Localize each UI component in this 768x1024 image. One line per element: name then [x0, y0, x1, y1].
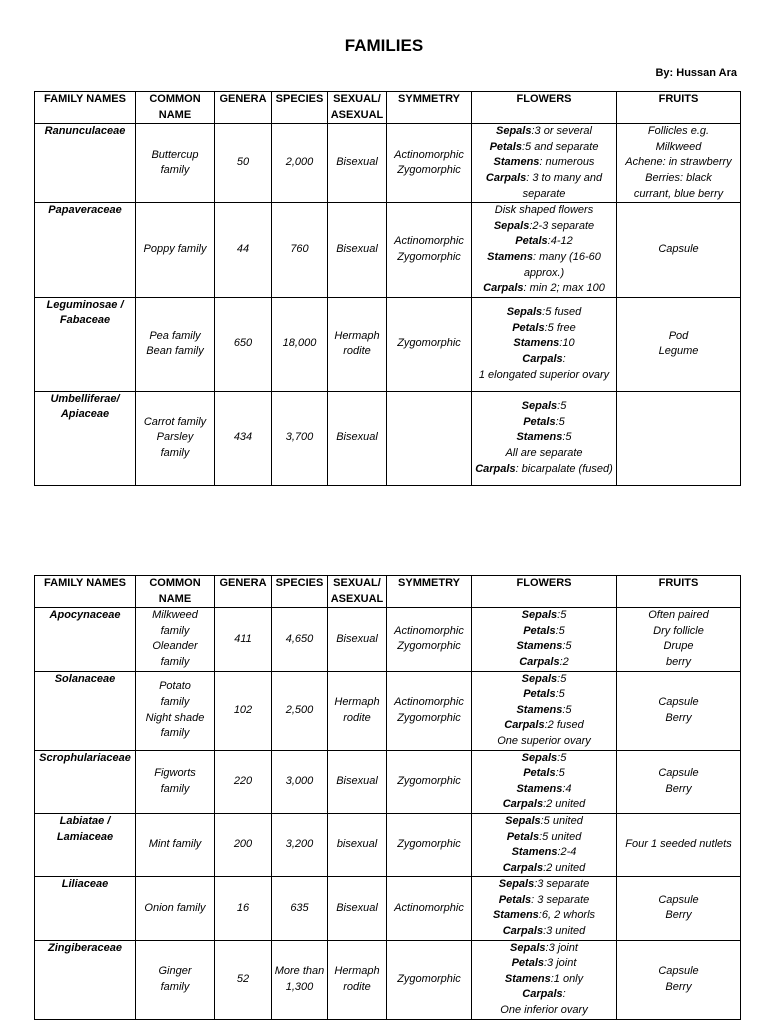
- common-name: Potato family Night shade family: [136, 671, 215, 750]
- species-count: 760: [272, 203, 328, 298]
- page-title: FAMILIES: [344, 36, 424, 55]
- species-count: 635: [272, 877, 328, 940]
- fruits-cell: Capsule Berry: [617, 750, 741, 813]
- flower-part-label: Petals: [523, 767, 556, 780]
- fruits-cell: Capsule: [617, 203, 741, 298]
- flower-part-label: Stamens: [516, 782, 563, 795]
- flower-part-label: Sepals: [510, 941, 546, 954]
- family-name: Umbelliferae/ Apiaceae: [35, 391, 136, 485]
- symmetry-cell: Zygomorphic: [387, 297, 472, 391]
- flowers-cell: Sepals:3 joint Petals:3 joint Stamens:1 only Carpals: One inferior ovary: [472, 940, 617, 1019]
- flower-part-label: Sepals: [521, 751, 558, 764]
- table-row: [35, 940, 741, 1019]
- genera-count: 220: [215, 750, 272, 813]
- fruits-cell: Often paired Dry follicle Drupe berry: [617, 608, 741, 671]
- species-count: 4,650: [272, 608, 328, 671]
- common-name: Buttercup family: [136, 124, 215, 203]
- family-name: Zingiberaceae: [35, 940, 136, 1019]
- sexual-cell: Hermaph rodite: [328, 671, 387, 750]
- common-name: Onion family: [136, 877, 215, 940]
- genera-count: 50: [215, 124, 272, 203]
- common-name: Ginger family: [136, 940, 215, 1019]
- symmetry-cell: Actinomorphic Zygomorphic: [387, 203, 472, 298]
- sexual-cell: Bisexual: [328, 877, 387, 940]
- flowers-cell: Sepals:5 Petals:5 Stamens:5 Carpals:2: [472, 608, 617, 671]
- column-header: FRUITS: [617, 92, 741, 124]
- symmetry-cell: Zygomorphic: [387, 940, 472, 1019]
- flower-part-label: Petals: [506, 830, 540, 843]
- flowers-cell: Sepals:5 Petals:5 Stamens:5 Carpals:2 fused One superior ovary: [472, 671, 617, 750]
- table-row: [35, 877, 741, 940]
- genera-count: 434: [215, 391, 272, 485]
- flower-part-label: Stamens: [492, 909, 539, 922]
- column-header: COMMON NAME: [136, 92, 215, 124]
- fruits-cell: Four 1 seeded nutlets: [617, 813, 741, 876]
- symmetry-cell: Zygomorphic: [387, 813, 472, 876]
- flowers-cell: Disk shaped flowers Sepals:2-3 separate Petals:4-12 Stamens: many (16-60 approx.) Carpals: min 2; max 100: [472, 203, 617, 298]
- species-count: 3,000: [272, 750, 328, 813]
- table-row: [35, 391, 741, 485]
- genera-count: 52: [215, 940, 272, 1019]
- genera-count: 650: [215, 297, 272, 391]
- column-header: SPECIES: [272, 92, 328, 124]
- sexual-cell: Hermaph rodite: [328, 940, 387, 1019]
- common-name: Figworts family: [136, 750, 215, 813]
- common-name: Carrot family Parsley family: [136, 391, 215, 485]
- column-header: SYMMETRY: [387, 576, 472, 608]
- family-name: Scrophulariaceae: [35, 750, 136, 813]
- fruits-cell: Follicles e.g. Milkweed Achene: in strawberry Berries: black currant, blue berry: [617, 124, 741, 203]
- sexual-cell: Bisexual: [328, 391, 387, 485]
- sexual-cell: Bisexual: [328, 750, 387, 813]
- flower-part-label: Petals: [523, 624, 556, 637]
- flower-part-label: Petals: [489, 140, 522, 153]
- column-header: SPECIES: [272, 576, 328, 608]
- column-header: FLOWERS: [472, 92, 617, 124]
- flower-part-label: Sepals: [521, 400, 558, 413]
- sexual-cell: Bisexual: [328, 608, 387, 671]
- families-table-2: [34, 575, 741, 1020]
- family-name: Solanaceae: [35, 671, 136, 750]
- table-row: [35, 671, 741, 750]
- common-name: Pea family Bean family: [136, 297, 215, 391]
- family-name: Ranunculaceae: [35, 124, 136, 203]
- column-header: GENERA: [215, 92, 272, 124]
- flower-part-label: Carpals: [502, 861, 544, 874]
- fruits-cell: Capsule Berry: [617, 671, 741, 750]
- family-name: Leguminosae / Fabaceae: [35, 297, 136, 391]
- flower-part-label: Carpals: [502, 798, 544, 811]
- flower-part-label: Carpals: [522, 353, 563, 366]
- species-count: 2,000: [272, 124, 328, 203]
- flower-part-label: Stamens: [516, 703, 563, 716]
- family-name: Labiatae / Lamiaceae: [35, 813, 136, 876]
- flower-part-label: Stamens: [511, 846, 558, 859]
- species-count: 18,000: [272, 297, 328, 391]
- species-count: 3,700: [272, 391, 328, 485]
- symmetry-cell: Actinomorphic Zygomorphic: [387, 608, 472, 671]
- flowers-cell: Sepals:3 or several Petals:5 and separate Stamens: numerous Carpals: 3 to many and separate: [472, 124, 617, 203]
- species-count: 2,500: [272, 671, 328, 750]
- symmetry-cell: Zygomorphic: [387, 750, 472, 813]
- flower-part-label: Sepals: [521, 609, 558, 622]
- flower-part-label: Stamens: [487, 250, 533, 263]
- flower-part-label: Carpals: [475, 462, 516, 475]
- flower-part-label: Petals: [515, 235, 548, 248]
- column-header: FAMILY NAMES: [35, 576, 136, 608]
- sexual-cell: Bisexual: [328, 203, 387, 298]
- flower-part-label: Petals: [523, 688, 556, 701]
- table-row: [35, 297, 741, 391]
- flower-part-label: Stamens: [493, 156, 540, 169]
- flower-part-label: Sepals: [521, 672, 558, 685]
- flower-part-label: Stamens: [513, 337, 560, 350]
- author-byline: By: Hussan Ara: [655, 67, 737, 79]
- table-body: [35, 124, 741, 486]
- species-count: 3,200: [272, 813, 328, 876]
- flowers-cell: Sepals:5 united Petals:5 united Stamens:2-4 Carpals:2 united: [472, 813, 617, 876]
- column-header: SEXUAL/ ASEXUAL: [328, 576, 387, 608]
- header-row: [35, 576, 741, 608]
- flower-part-label: Sepals: [496, 125, 532, 138]
- family-name: Apocynaceae: [35, 608, 136, 671]
- flowers-cell: Sepals:3 separate Petals: 3 separate Stamens:6, 2 whorls Carpals:3 united: [472, 877, 617, 940]
- flower-part-label: Carpals: [485, 171, 527, 184]
- flower-part-label: Stamens: [516, 640, 563, 653]
- sexual-cell: Bisexual: [328, 124, 387, 203]
- column-header: SEXUAL/ ASEXUAL: [328, 92, 387, 124]
- column-header: SYMMETRY: [387, 92, 472, 124]
- table-row: [35, 203, 741, 298]
- genera-count: 44: [215, 203, 272, 298]
- common-name: Poppy family: [136, 203, 215, 298]
- header-row: [35, 92, 741, 124]
- flower-part-label: Sepals: [493, 219, 530, 232]
- symmetry-cell: Actinomorphic Zygomorphic: [387, 671, 472, 750]
- flower-part-label: Sepals: [505, 814, 541, 827]
- genera-count: 102: [215, 671, 272, 750]
- flower-part-label: Carpals: [522, 988, 563, 1001]
- flower-part-label: Petals: [511, 957, 544, 970]
- common-name: Mint family: [136, 813, 215, 876]
- families-table-1: [34, 91, 741, 486]
- common-name: Milkweed family Oleander family: [136, 608, 215, 671]
- flower-part-label: Carpals: [483, 282, 524, 295]
- sexual-cell: bisexual: [328, 813, 387, 876]
- symmetry-cell: Actinomorphic Zygomorphic: [387, 124, 472, 203]
- column-header: FAMILY NAMES: [35, 92, 136, 124]
- flower-part-label: Petals: [523, 415, 556, 428]
- flower-part-label: Sepals: [506, 306, 543, 319]
- table-body: [35, 608, 741, 1019]
- flowers-cell: Sepals:5 Petals:5 Stamens:4 Carpals:2 united: [472, 750, 617, 813]
- genera-count: 16: [215, 877, 272, 940]
- symmetry-cell: [387, 391, 472, 485]
- table-row: [35, 813, 741, 876]
- sexual-cell: Hermaph rodite: [328, 297, 387, 391]
- table-row: [35, 608, 741, 671]
- symmetry-cell: Actinomorphic: [387, 877, 472, 940]
- flower-part-label: Sepals: [498, 878, 535, 891]
- column-header: FLOWERS: [472, 576, 617, 608]
- column-header: FRUITS: [617, 576, 741, 608]
- flower-part-label: Carpals: [502, 925, 544, 938]
- flower-part-label: Petals: [498, 893, 532, 906]
- family-name: Liliaceae: [35, 877, 136, 940]
- table-row: [35, 750, 741, 813]
- fruits-cell: [617, 391, 741, 485]
- flowers-cell: Sepals:5 Petals:5 Stamens:5 All are separate Carpals: bicarpalate (fused): [472, 391, 617, 485]
- genera-count: 200: [215, 813, 272, 876]
- flower-part-label: Carpals: [519, 655, 560, 668]
- fruits-cell: Pod Legume: [617, 297, 741, 391]
- table-row: [35, 124, 741, 203]
- fruits-cell: Capsule Berry: [617, 877, 741, 940]
- flower-part-label: Petals: [512, 321, 545, 334]
- flowers-cell: Sepals:5 fused Petals:5 free Stamens:10 Carpals: 1 elongated superior ovary: [472, 297, 617, 391]
- column-header: GENERA: [215, 576, 272, 608]
- flower-part-label: Carpals: [504, 719, 545, 732]
- species-count: More than 1,300: [272, 940, 328, 1019]
- fruits-cell: Capsule Berry: [617, 940, 741, 1019]
- flower-part-label: Stamens: [504, 972, 551, 985]
- family-name: Papaveraceae: [35, 203, 136, 298]
- flower-part-label: Stamens: [516, 431, 563, 444]
- column-header: COMMON NAME: [136, 576, 215, 608]
- genera-count: 411: [215, 608, 272, 671]
